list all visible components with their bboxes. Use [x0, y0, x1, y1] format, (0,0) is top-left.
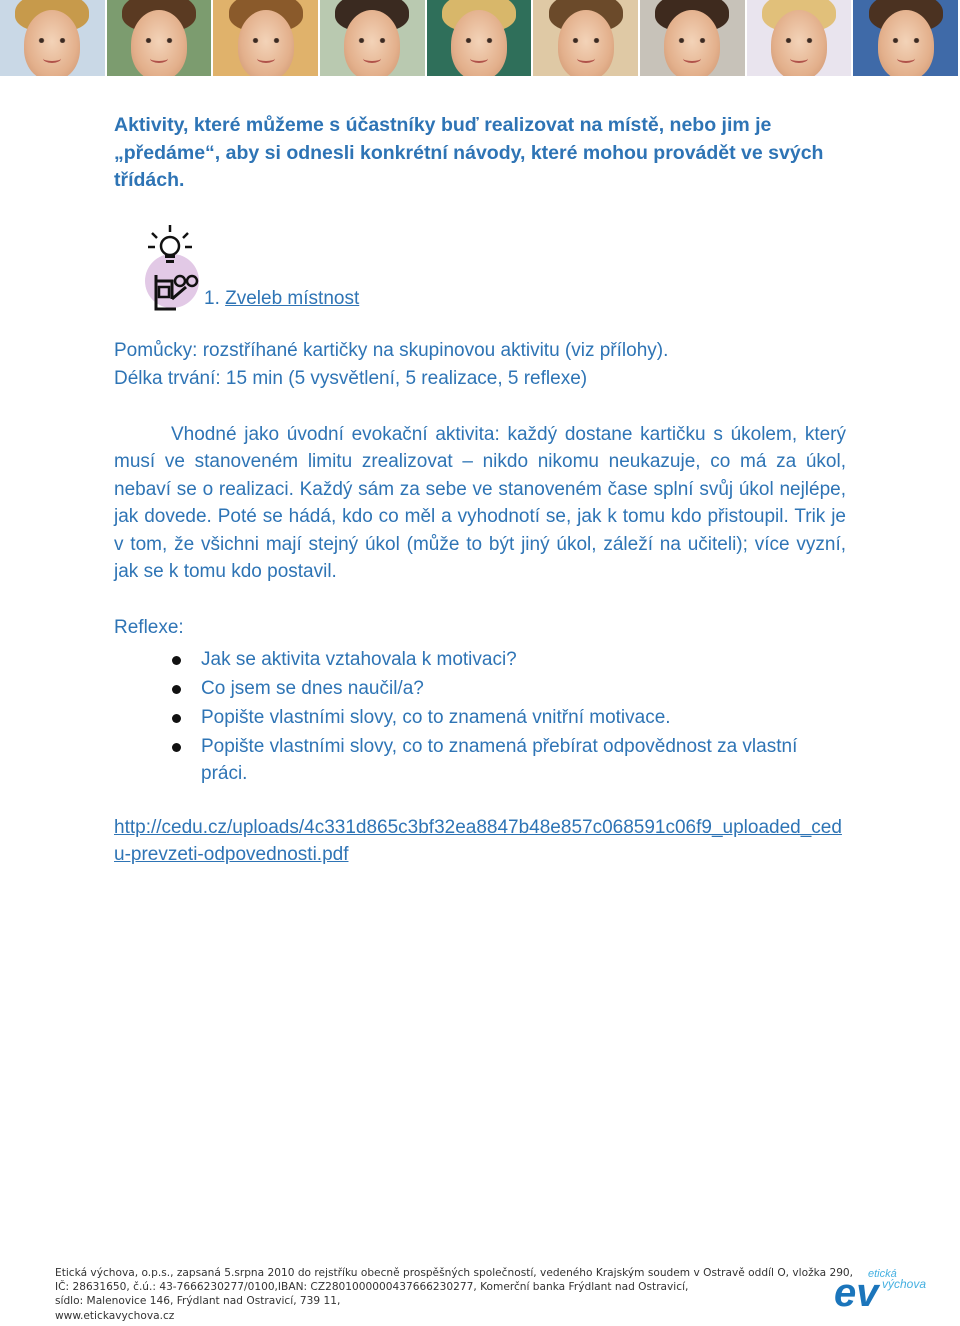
- eticka-vychova-logo: [834, 1266, 938, 1314]
- header-photo-banner: [0, 0, 960, 76]
- photo-eyes: [144, 38, 174, 43]
- photo-eyes: [784, 38, 814, 43]
- list-item: Co jsem se dnes naučil/a?: [114, 675, 846, 703]
- child-photo: [533, 0, 640, 76]
- photo-face: [131, 10, 187, 76]
- child-photo: [640, 0, 747, 76]
- child-photo: [427, 0, 534, 76]
- photo-eyes: [677, 38, 707, 43]
- logo-text-top: etická: [868, 1268, 897, 1280]
- logo-text-bottom: výchova: [882, 1277, 927, 1291]
- photo-face: [238, 10, 294, 76]
- list-item: Popište vlastními slovy, co to znamená přebírat odpovědnost za vlastní práci.: [114, 733, 846, 788]
- photo-eyes: [357, 38, 387, 43]
- photo-smile: [470, 54, 488, 63]
- activity-number: 1.: [204, 287, 226, 309]
- photo-face: [878, 10, 934, 76]
- activity-info: [114, 337, 846, 393]
- child-photo: [213, 0, 320, 76]
- child-photo: [107, 0, 214, 76]
- footer-line: sídlo: Malenovice 146, Frýdlant nad Ostravicí, 739 11,: [55, 1295, 341, 1308]
- photo-smile: [257, 54, 275, 63]
- photo-eyes: [571, 38, 601, 43]
- intro-headline: Aktivity, které můžeme s účastníky buď realizovat na místě, nebo jim je „předáme“, aby si odnesli konkrétní návody, které mohou provádět ve svých třídách.: [114, 114, 824, 191]
- child-photo: [853, 0, 960, 76]
- duration-text: Délka trvání: 15 min (5 vysvětlení, 5 realizace, 5 reflexe): [114, 367, 588, 389]
- activity-title-link[interactable]: Zveleb místnost: [225, 287, 360, 309]
- lightbulb-idea-icon: [142, 225, 206, 313]
- reflection-label: Reflexe:: [114, 616, 184, 638]
- list-item: Jak se aktivita vztahovala k motivaci?: [114, 646, 846, 674]
- photo-face: [344, 10, 400, 76]
- bullet-icon: [172, 685, 181, 694]
- photo-face: [558, 10, 614, 76]
- photo-eyes: [891, 38, 921, 43]
- footer-website[interactable]: www.etickavychova.cz: [55, 1309, 175, 1322]
- reflection-questions: [114, 646, 846, 788]
- activity-title: [204, 288, 359, 310]
- child-photo: [0, 0, 107, 76]
- logo-mark: ev: [834, 1271, 879, 1314]
- photo-eyes: [464, 38, 494, 43]
- footer-legal-info: [55, 1266, 854, 1323]
- photo-smile: [897, 54, 915, 63]
- photo-face: [451, 10, 507, 76]
- child-photo: [747, 0, 854, 76]
- photo-face: [24, 10, 80, 76]
- photo-eyes: [251, 38, 281, 43]
- photo-face: [664, 10, 720, 76]
- list-item: Popište vlastními slovy, co to znamená vnitřní motivace.: [114, 704, 846, 732]
- bullet-icon: [172, 714, 181, 723]
- bullet-icon: [172, 656, 181, 665]
- bullet-icon: [172, 743, 181, 752]
- source-link[interactable]: http://cedu.cz/uploads/4c331d865c3bf32ea8847b48e857c068591c06f9_uploaded_cedu-prevzeti-odpovednosti.pdf: [114, 816, 842, 865]
- activity-heading-row: [114, 225, 846, 325]
- footer-line: Etická výchova, o.p.s., zapsaná 5.srpna 2010 do rejstříku obecně prospěšných společností, vedeného Krajským soudem v Ostravě oddíl O, vložka 290,: [55, 1267, 854, 1279]
- photo-smile: [790, 54, 808, 63]
- aids-text: Pomůcky: rozstříhané kartičky na skupinovou aktivitu (viz přílohy).: [114, 339, 669, 361]
- photo-smile: [577, 54, 595, 63]
- photo-smile: [150, 54, 168, 63]
- photo-face: [771, 10, 827, 76]
- activity-description: Vhodné jako úvodní evokační aktivita: každý dostane kartičku s úkolem, který musí ve stanoveném limitu zrealizovat – nikdo nikomu neukazuje, co má za úkol, nebaví se o realizaci. Každý sám za sebe ve stanoveném čase splní svůj úkol nejlépe, jak dovede. Poté se hádá, kdo co měl a vyhodnotí se, jak k tomu kdo přistoupil. Trik je v tom, že všichni mají stejný úkol (může to být jiný úkol, záleží na učiteli); více vyzní, jak se k tomu kdo postavil.: [114, 423, 846, 582]
- footer-line: IČ: 28631650, č.ú.: 43-7666230277/0100,IBAN: CZ2801000000437666230277, Komerční banka Frýdlant nad Ostravicí,: [55, 1281, 689, 1294]
- photo-eyes: [37, 38, 67, 43]
- document-body: [114, 112, 846, 869]
- child-photo: [320, 0, 427, 76]
